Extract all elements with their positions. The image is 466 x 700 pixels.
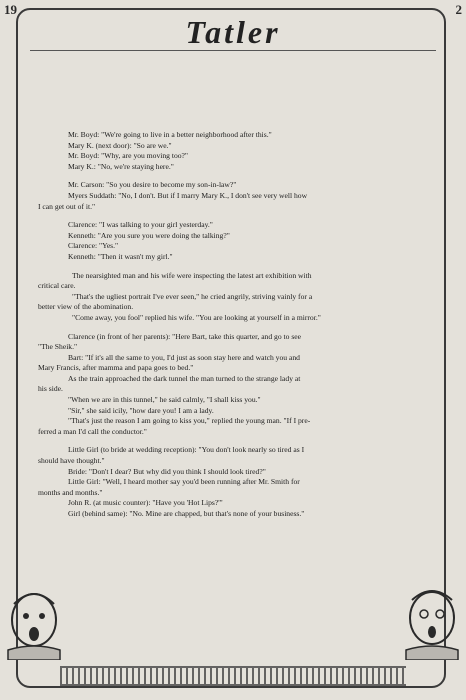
jokes-column (38, 130, 428, 520)
text-line: As the train approached the dark tunnel the man turned to the strange lady at (68, 373, 301, 383)
text-line: Mr. Boyd: "We're going to live in a better neighborhood after this." (68, 130, 272, 139)
text-line: Mr. Boyd: "Why, are you moving too?" (68, 151, 189, 161)
masthead-rule (30, 50, 436, 51)
text-line: Little Girl: "Well, I heard mother say you'd been running after Mr. Smith for (68, 477, 300, 487)
caricature-right-icon (402, 580, 462, 660)
text-line: Myers Suddath: "No, I don't. But if I marry Mary K., I don't see very well how (68, 190, 308, 200)
text-line: Mr. Carson: "So you desire to become my son-in-law?" (68, 180, 237, 190)
text-line: Kenneth: "Then it wasn't my girl." (68, 251, 173, 261)
caricature-left-icon (4, 580, 64, 660)
text-line: Bride: "Don't I dear? But why did you think I should look tired?" (68, 466, 266, 476)
text-line: Mary Francis, after mamma and papa goes to bed." (38, 363, 194, 373)
text-line: Clarence: "Yes." (68, 241, 119, 251)
page-number-right: 2 (455, 2, 462, 17)
text-line: his side. (38, 384, 63, 394)
text-line: Mary K.: "No, we're staying here." (68, 161, 174, 171)
text-line: Clarence (in front of her parents): "Here Bart, take this quarter, and go to see (68, 331, 302, 341)
text-line: I can get out of it." (38, 201, 96, 211)
text-line: Bart: "If it's all the same to you, I'd just as soon stay here and watch you and (68, 352, 300, 362)
text-line: Mary K. (next door): "So are we." (68, 140, 172, 150)
text-line: months and months." (38, 487, 103, 497)
text-line: "The Sheik." (38, 342, 78, 352)
text-line: The nearsighted man and his wife were inspecting the latest art exhibition with (72, 270, 312, 280)
masthead-title: Tatler (185, 14, 281, 50)
page-number-left: 19 (4, 2, 17, 17)
text-line: "Sir," she said icily, "how dare you! I am a lady. (68, 405, 214, 415)
text-line: critical care. (38, 281, 76, 291)
text-line: Little Girl (to bride at wedding reception): "You don't look nearly so tired as I (68, 445, 305, 455)
text-line: Clarence: "I was talking to your girl yesterday." (68, 220, 213, 230)
text-line: "That's just the reason I am going to kiss you," replied the young man. "If I pre- (68, 416, 311, 426)
text-line: Kenneth: "Are you sure you were doing the talking?" (68, 230, 230, 240)
text-line: John R. (at music counter): "Have you 'Hot Lips?'" (68, 498, 223, 508)
text-line: "When we are in this tunnel," he said calmly, "I shall kiss you." (68, 395, 261, 405)
bottom-ornament (60, 666, 406, 686)
text-line: better view of the abomination. (38, 302, 134, 312)
text-line: "Come away, you fool" replied his wife. "You are looking at yourself in a mirror." (72, 312, 321, 322)
text-line: Girl (behind same): "No. Mine are chapped, but that's none of your business." (68, 509, 305, 518)
text-line: should have thought." (38, 456, 105, 466)
text-line: "That's the ugliest portrait I've ever seen," he cried angrily, striving vainly for a (72, 291, 313, 301)
text-line: ferred a man I'd call the conductor." (38, 426, 147, 436)
